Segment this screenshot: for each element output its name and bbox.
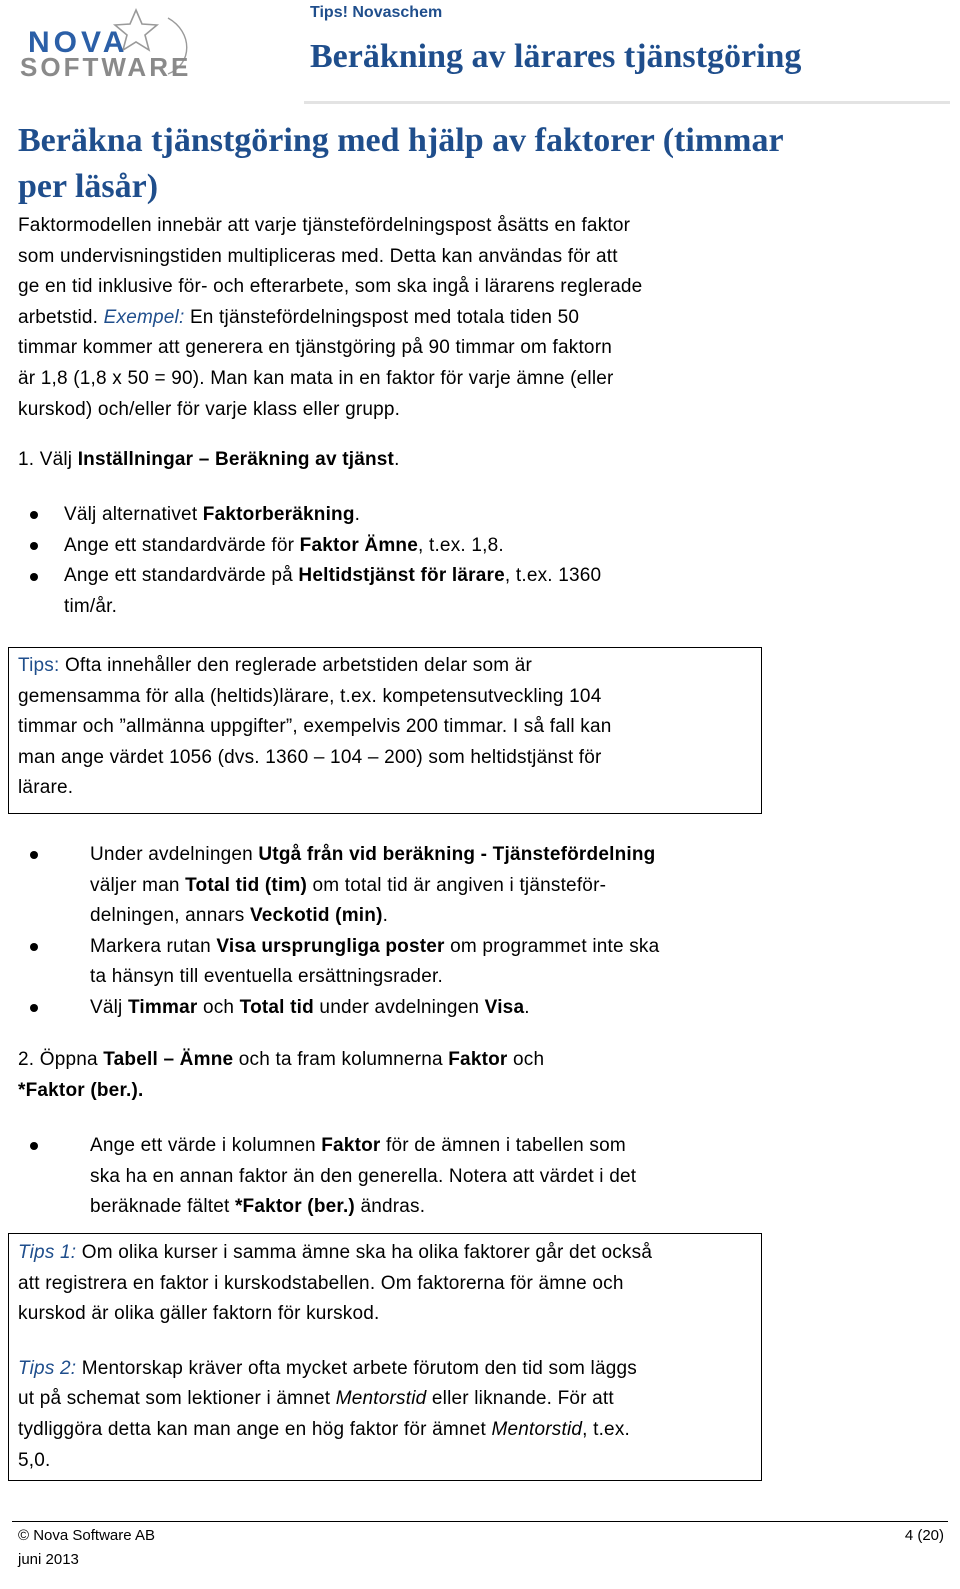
list-item: Under avdelningen Utgå från vid beräkning - Tjänstefördelning — [90, 844, 656, 865]
footer-date: juni 2013 — [18, 1551, 79, 1568]
intro-line: Faktormodellen innebär att varje tjänstefördelningspost åsätts en faktor — [18, 215, 631, 236]
step-2-bullet: Ange ett värde i kolumnen Faktor för de ämnen i tabellen som ska ha en annan faktor än den generella. Notera att värdet i det beräknade fältet *Faktor (ber.) ändras. — [90, 1131, 940, 1223]
bullet-icon — [30, 943, 38, 951]
intro-line: ge en tid inklusive för- och efterarbete, som ska ingå i lärarens reglerade — [18, 276, 643, 298]
exempel-label: Exempel: — [103, 306, 185, 328]
page-heading — [18, 118, 784, 210]
heading-line-1: Beräkna tjänstgöring med hjälp av faktorer (timmar — [18, 122, 784, 159]
tips-text: Tips: Ofta innehåller den reglerade arbetstiden delar som är gemensamma för alla (heltids)lärare, t.ex. kompetensutveckling 104 timmar och ”allmänna uppgifter”, exempelvis 200 timmar. I så fall kan man ange värdet 1056 (dvs. 1360 – 104 – 200) som heltidstjänst för lärare. — [18, 655, 612, 799]
list-item: Ange ett standardvärde för Faktor Ämne, t.ex. 1,8. — [64, 534, 504, 556]
bullet-icon — [30, 511, 38, 519]
tips-1-label: Tips 1: — [18, 1242, 77, 1263]
logo — [18, 4, 208, 80]
list-item: Ange ett värde i kolumnen Faktor för de ämnen i tabellen som — [90, 1135, 626, 1156]
list-item: Ange ett standardvärde på Heltidstjänst för lärare, t.ex. 1360 — [64, 565, 602, 587]
header-title: Beräkning av lärares tjänstgöring — [310, 38, 802, 75]
bullet-icon — [30, 542, 38, 550]
bullet-icon — [30, 851, 38, 859]
page-number: 4 (20) — [904, 1527, 944, 1544]
step-1: 1. Välj Inställningar – Beräkning av tjänst. — [18, 449, 400, 470]
bullet-icon — [30, 1142, 38, 1150]
tips-2-label: Tips 2: — [18, 1357, 77, 1379]
logo-text-bottom: SOFTWARE — [20, 52, 192, 82]
header-kicker: Tips! Novaschem — [310, 4, 443, 21]
header-rule — [304, 101, 950, 104]
heading-line-2: per läsår) — [18, 168, 159, 205]
intro-line: kurskod) och/eller för varje klass eller grupp. — [18, 398, 401, 420]
bullet-icon — [30, 1004, 38, 1012]
list-item-cont: tim/år. — [64, 595, 118, 617]
list-item: Välj alternativet Faktorberäkning. — [64, 504, 361, 525]
step-1-bullets — [64, 500, 764, 622]
bullets-2: Under avdelningen Utgå från vid beräkning - Tjänstefördelning väljer man Total tid (tim) om total tid är angiven i tjänsteför- delningen, annars Veckotid (min). Markera rutan Visa ursprungliga poster om programmet inte ska ta hänsyn till eventuella ersättningsrader. Välj Timmar och Total tid under avdelningen Visa. — [90, 840, 940, 1024]
bullet-icon — [30, 573, 38, 581]
list-item: Markera rutan Visa ursprungliga poster om programmet inte ska — [90, 935, 660, 957]
intro-paragraph — [18, 211, 938, 425]
footer-copyright: © Nova Software AB — [18, 1527, 155, 1544]
list-item: Välj Timmar och Total tid under avdelningen Visa. — [90, 996, 530, 1018]
intro-line: timmar kommer att generera en tjänstgöring på 90 timmar om faktorn — [18, 337, 612, 359]
intro-line: som undervisningstiden multipliceras med. Detta kan användas för att — [18, 245, 618, 267]
tips-2-text: Tips 1: Om olika kurser i samma ämne ska ha olika faktorer går det också att registrera en faktor i kurskodstabellen. Om faktorerna för ämne och kurskod är olika gäller faktorn för kurskod. Tips 2: Mentorskap kräver ofta mycket arbete förutom den tid som läggs ut på schemat som lektioner i ämnet Mentorstid eller liknande. För att tydliggöra detta kan man ange en hög faktor för ämnet Mentorstid, t.ex. 5,0. — [18, 1242, 653, 1471]
step-2: 2. Öppna Tabell – Ämne och ta fram kolumnerna Faktor och *Faktor (ber.). — [18, 1049, 545, 1101]
intro-line: är 1,8 (1,8 x 50 = 90). Man kan mata in en faktor för varje ämne (eller — [18, 367, 614, 389]
tips-label: Tips: — [18, 655, 60, 676]
logo-text-top: NOVA — [28, 26, 129, 59]
footer-rule — [12, 1521, 948, 1522]
intro-line: arbetstid. Exempel: En tjänstefördelningspost med totala tiden 50 — [18, 306, 580, 328]
